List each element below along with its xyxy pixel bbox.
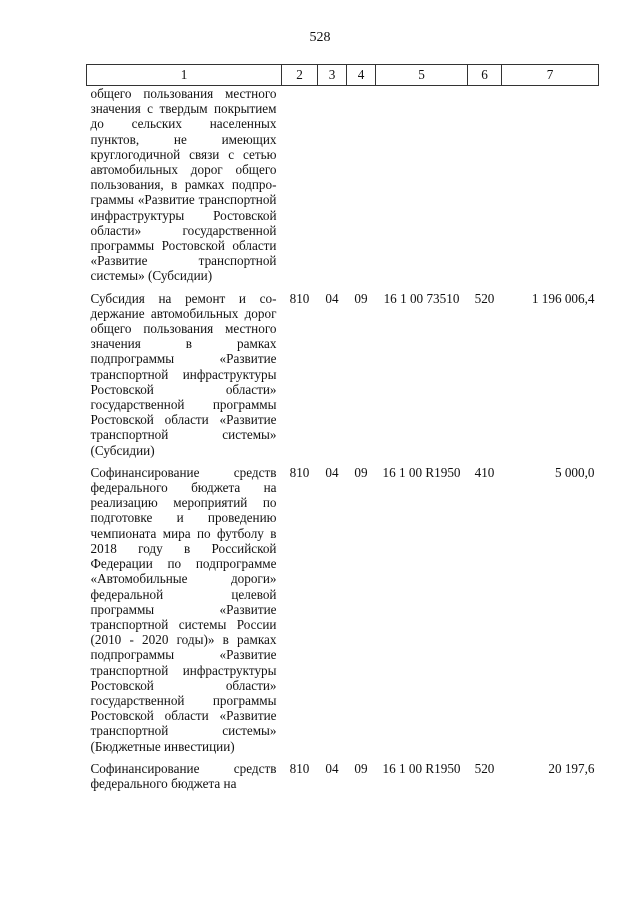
table-row [87, 86, 599, 291]
table-row [87, 291, 599, 465]
row-code-2: 810 [289, 464, 310, 480]
row-amount: 20 197,6 [548, 760, 595, 776]
header-col-3: 3 [318, 65, 347, 86]
table-row [87, 465, 599, 761]
header-row [87, 65, 599, 86]
row-name: Софинансирование средств федерального бюджета на [90, 760, 277, 791]
row-code-6: 520 [474, 760, 495, 776]
row-code-5: 16 1 00 73510 [383, 290, 460, 306]
row-code-6: 410 [474, 464, 495, 480]
header-col-6: 6 [468, 65, 502, 86]
row-code-4: 09 [354, 760, 368, 776]
header-col-7: 7 [502, 65, 599, 86]
row-amount: 1 196 006,4 [531, 290, 595, 306]
row-name: Субсидия на ремонт и содержание автомобильных дорог общего пользования местного значения в рамках подпрограммы «Развитие транспортной инфраструктуры Ростовской области» государственной программы Ростовской области «Развитие транспортной системы» (Субсидии) [90, 290, 277, 458]
row-code-3 [318, 86, 347, 291]
row-code-5: 16 1 00 R1950 [382, 464, 461, 480]
row-name: Софинансирование средств федерального бюджета на реализацию мероприятий по подготовке и проведению чемпионата мира по футболу в 2018 году в Российской Федерации по подпрограмме «Автомобильные дороги» федеральной целевой программы «Развитие транспортной системы России (2010 - 2020 годы)» в рамках подпрограммы «Развитие транспортной инфраструктуры Ростовской области» государственной программы Ростовской области «Развитие транспортной системы» (Бюджетные инвестиции) [90, 464, 277, 754]
row-code-4: 09 [354, 290, 368, 306]
row-code-5 [376, 86, 468, 291]
row-code-2: 810 [289, 760, 310, 776]
row-code-4 [347, 86, 376, 291]
row-code-2: 810 [289, 290, 310, 306]
header-col-2: 2 [282, 65, 318, 86]
row-amount: 5 000,0 [554, 464, 595, 480]
row-code-6: 520 [474, 290, 495, 306]
row-name: общего пользования местного значения с твердым покрытием до сельских населенных пунктов, не имеющих круглогодичной связи с сетью автомобильных дорог общего пользования, в рамках подпрограммы «Развитие транспортной инфраструктуры Ростовской области» государственной программы Ростовской области «Развитие транспортной системы» (Субсидии) [90, 86, 277, 284]
row-code-3: 04 [325, 290, 339, 306]
row-code-5: 16 1 00 R1950 [382, 760, 461, 776]
row-code-3: 04 [325, 464, 339, 480]
row-amount [502, 86, 599, 291]
row-code-3: 04 [325, 760, 339, 776]
header-col-5: 5 [376, 65, 468, 86]
table-row [87, 761, 599, 791]
row-code-2 [282, 86, 318, 291]
header-col-4: 4 [347, 65, 376, 86]
row-code-6 [468, 86, 502, 291]
row-code-4: 09 [354, 464, 368, 480]
header-col-1: 1 [87, 65, 282, 86]
budget-table [86, 64, 599, 791]
page-number: 528 [309, 30, 331, 45]
